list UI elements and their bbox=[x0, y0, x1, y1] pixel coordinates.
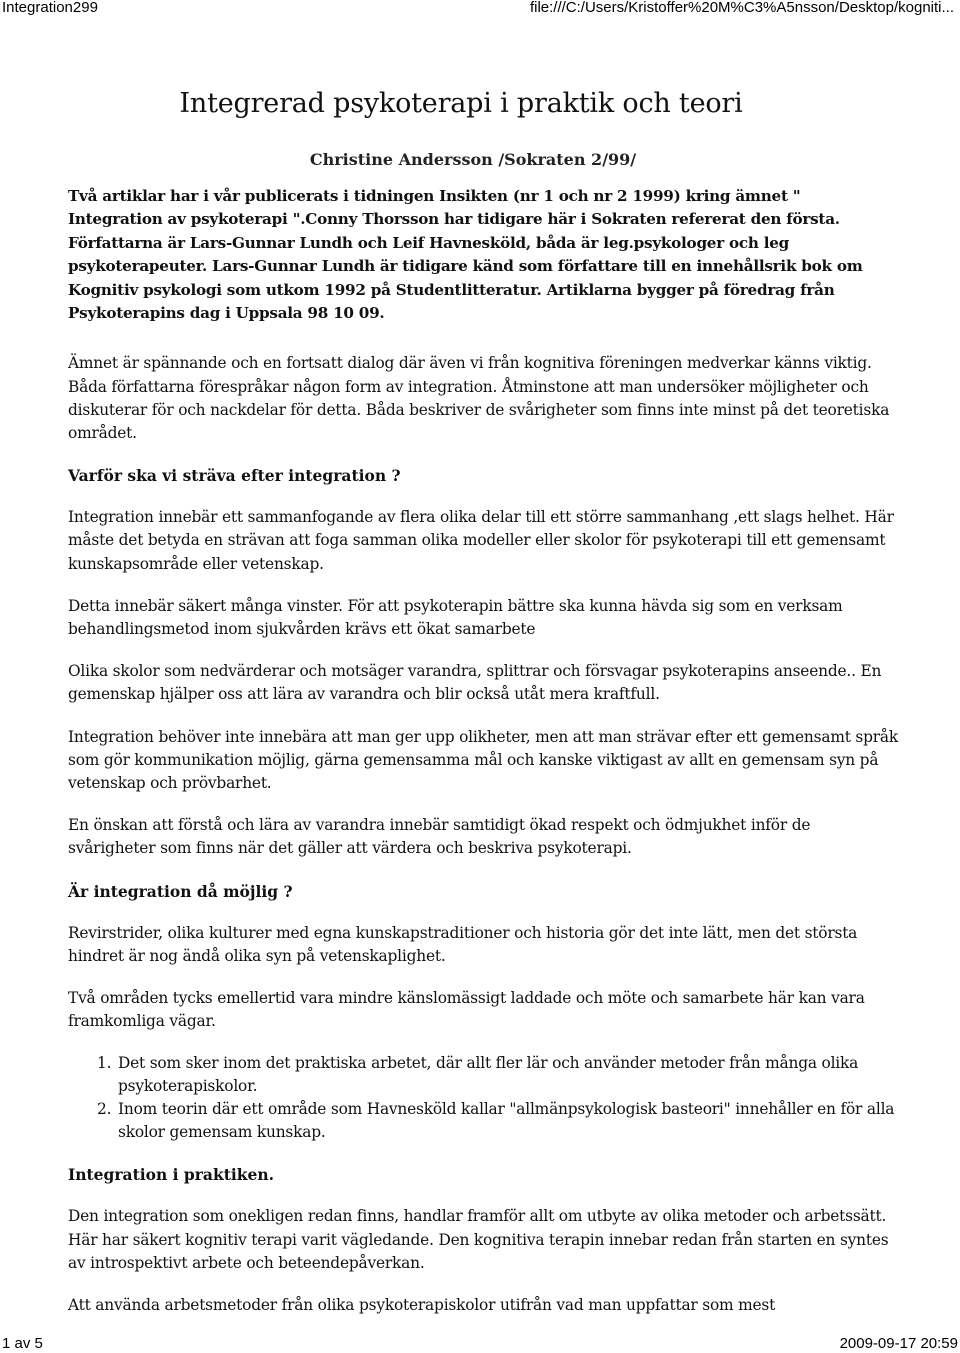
list-item: 1. Det som sker inom det praktiska arbetet, där allt fler lär och använder metoder från många olika psykoterapiskolor. bbox=[116, 1052, 898, 1098]
list-item: 2. Inom teorin där ett område som Havnesköld kallar "allmänpsykologisk basteori" innehåller en för alla skolor gemensam kunskap. bbox=[116, 1098, 898, 1144]
article-title: Integrerad psykoterapi i praktik och teori bbox=[179, 88, 743, 119]
numbered-list bbox=[68, 1052, 898, 1145]
article-byline: Christine Andersson /Sokraten 2/99/ bbox=[309, 150, 637, 169]
article bbox=[68, 82, 898, 1317]
paragraph-2: Integration innebär ett sammanfogande av flera olika delar till ett större sammanhang ,ett slags helhet. Här måste det betyda en strävan att foga samman olika modeller eller skolor för psykoterapi till ett gemensamt kunskapsområde eller vetenskap. bbox=[68, 508, 894, 573]
page-count: 1 av 5 bbox=[2, 1335, 43, 1352]
paragraph-5: Integration behöver inte innebära att man ger upp olikheter, men att man strävar efter ett gemensamt språk som gör kommunikation möjlig, gärna gemensamma mål och kanske viktigast av allt en gemensam syn på vetenskap och prövbarhet. bbox=[68, 727, 898, 793]
paragraph-10: Att använda arbetsmetoder från olika psykoterapiskolor utifrån vad man uppfattar som mest bbox=[68, 1295, 776, 1314]
paragraph-7: Revirstrider, olika kulturer med egna kunskapstraditioner och historia gör det inte lätt, men det största hindret är nog ändå olika syn på vetenskaplighet. bbox=[68, 923, 858, 965]
paragraph-6: En önskan att förstå och lära av varandra innebär samtidigt ökad respekt och ödmjukhet inför de svårigheter som finns när det gäller att värdera och beskriva psykoterapi. bbox=[68, 816, 811, 858]
page-url: file:///C:/Users/Kristoffer%20M%C3%A5nsson/Desktop/kogniti... bbox=[529, 0, 954, 16]
print-header bbox=[0, 0, 960, 20]
heading-is-integration-possible: Är integration då möjlig ? bbox=[68, 881, 293, 901]
paragraph-9: Den integration som onekligen redan finns, handlar framför allt om utbyte av olika metoder och arbetssätt. Här har säkert kognitiv terapi varit vägledande. Den kognitiva terapin innebar redan från starten en syntes av introspektivt arbete och beteendepåverkan. bbox=[68, 1207, 889, 1272]
paragraph-3: Detta innebär säkert många vinster. För att psykoterapin bättre ska kunna hävda sig som en verksam behandlingsmetod inom sjukvården krävs ett ökat samarbete bbox=[68, 596, 843, 639]
print-datetime: 2009-09-17 20:59 bbox=[839, 1335, 958, 1352]
paragraph-4: Olika skolor som nedvärderar och motsäger varandra, splittrar och försvagar psykoterapins anseende.. En gemenskap hjälper oss att lära av varandra och blir också utåt mera kraftfull. bbox=[68, 662, 882, 704]
article-intro: Två artiklar har i vår publicerats i tidningen Insikten (nr 1 och nr 2 1999) kring ämnet " Integration av psykoterapi ".Conny Thorsson har tidigare här i Sokraten refererat den första. Författarna är Lars-Gunnar Lundh och Leif Havnesköld, båda är leg.psykologer och leg psykoterapeuter. Lars-Gunnar Lundh är tidigare känd som författare till en innehållsrik bok om Kognitiv psykologi som utkom 1992 på Studentlitteratur. Artiklarna bygger på föredrag från Psykoterapins dag i Uppsala 98 10 09. bbox=[68, 187, 863, 323]
paragraph-1: Ämnet är spännande och en fortsatt dialog där även vi från kognitiva föreningen medverkar känns viktig. Båda författarna förespråkar någon form av integration. Åtminstone att man undersöker möjligheter och diskuterar för och nackdelar för detta. Båda beskriver de svårigheter som finns inte minst på det teoretiska området. bbox=[68, 354, 890, 443]
paragraph-8: Två områden tycks emellertid vara mindre känslomässigt laddade och möte och samarbete här kan vara framkomliga vägar. bbox=[68, 989, 865, 1031]
heading-integration-in-practice: Integration i praktiken. bbox=[68, 1165, 275, 1185]
heading-why-integration: Varför ska vi sträva efter integration ? bbox=[68, 466, 401, 486]
page-title: Integration299 bbox=[2, 0, 98, 16]
print-footer bbox=[0, 1336, 960, 1353]
